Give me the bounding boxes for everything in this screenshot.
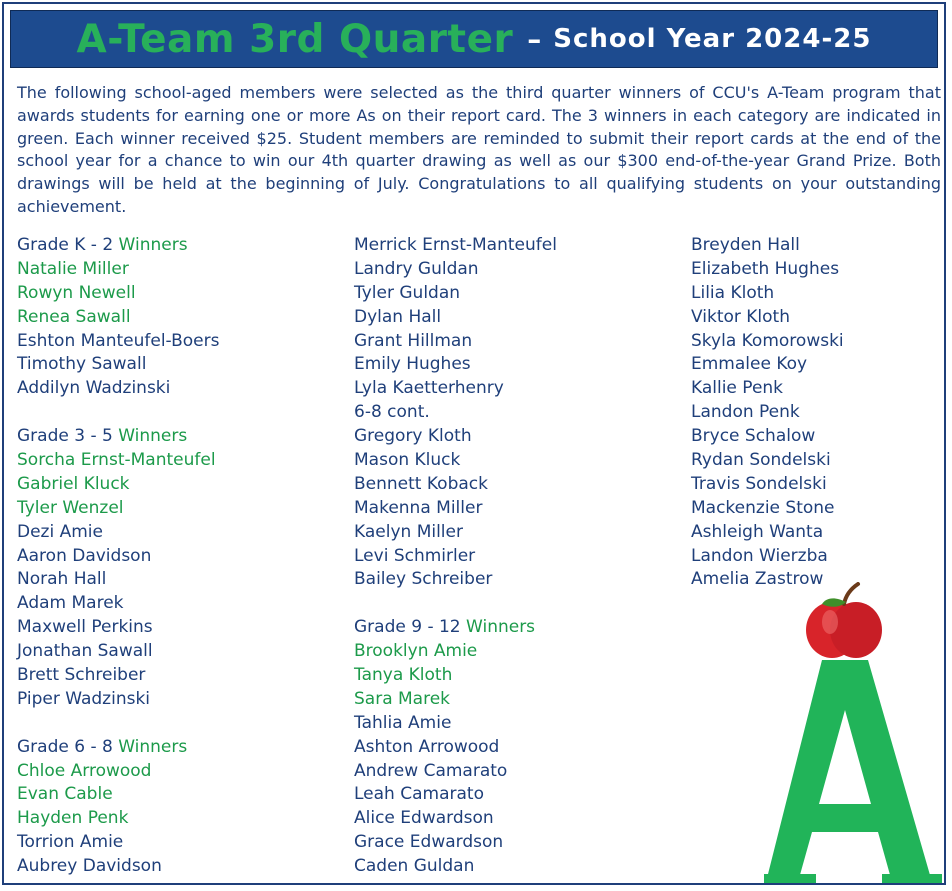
apple-a-illustration xyxy=(764,582,944,885)
section-spacer xyxy=(354,592,684,616)
page-subtitle: School Year 2024-25 xyxy=(553,24,872,54)
member-name: Ashton Arrowood xyxy=(354,736,500,757)
apple-icon xyxy=(806,584,882,658)
member-name: Landry Guldan xyxy=(354,258,479,279)
section-spacer xyxy=(17,712,347,736)
member-name: Rydan Sondelski xyxy=(691,450,831,471)
apple-a-graphic xyxy=(764,582,944,885)
member-name: Norah Hall xyxy=(17,569,107,590)
member-name: Lilia Kloth xyxy=(691,282,775,303)
grade-label: Grade K - 2 xyxy=(17,235,114,255)
names-column-1 xyxy=(17,234,347,879)
member-name: Viktor Kloth xyxy=(691,306,790,327)
member-name: Andrew Camarato xyxy=(354,760,508,781)
member-name: Mackenzie Stone xyxy=(691,497,835,518)
member-name: Alice Edwardson xyxy=(354,808,494,829)
member-name: Leah Camarato xyxy=(354,784,484,805)
intro-paragraph: The following school-aged members were selected as the third quarter winners of CCU's A-Team program that awards students for earning one or more As on their report card. The 3 winners in each category are indicated in green. Each winner received $25. Student members are reminded to submit their report cards at the end of the school year for a chance to win our 4th quarter drawing as well as our $300 end-of-the-year Grand Prize. Both drawings will be held at the beginning of July. Congratulations to all qualifying students on your outstanding achievement. xyxy=(17,83,941,216)
member-name: Bailey Schreiber xyxy=(354,569,493,590)
winners-label: Winners xyxy=(118,426,188,447)
member-name: Emmalee Koy xyxy=(691,354,808,375)
winner-name: Sorcha Ernst-Manteufel xyxy=(17,450,216,471)
member-name: Brett Schreiber xyxy=(17,665,146,686)
member-name: Emily Hughes xyxy=(354,354,471,375)
member-name: Adam Marek xyxy=(17,593,124,614)
winners-label: Winners xyxy=(118,736,188,757)
member-name: Grant Hillman xyxy=(354,330,473,351)
member-name: Gregory Kloth xyxy=(354,426,472,447)
member-name: Maxwell Perkins xyxy=(17,617,153,638)
member-name: Timothy Sawall xyxy=(17,354,147,375)
winners-label: Winners xyxy=(118,235,188,255)
winner-name: Renea Sawall xyxy=(17,306,131,327)
grade-heading xyxy=(17,736,347,760)
winner-name: Tyler Wenzel xyxy=(17,497,124,518)
member-name: Travis Sondelski xyxy=(691,473,827,494)
member-name: Tyler Guldan xyxy=(354,282,461,303)
member-name: Makenna Miller xyxy=(354,497,483,518)
flyer-frame xyxy=(2,2,946,885)
names-column-3 xyxy=(691,234,946,592)
member-name: Landon Wierzba xyxy=(691,545,828,566)
member-name: Aubrey Davidson xyxy=(17,856,162,877)
member-name: Addilyn Wadzinski xyxy=(17,378,171,399)
winner-name: Chloe Arrowood xyxy=(17,760,152,781)
names-column-2 xyxy=(354,234,684,879)
member-name: Levi Schmirler xyxy=(354,545,476,566)
grade-heading xyxy=(354,616,684,640)
grade-label: Grade 3 - 5 xyxy=(17,426,113,447)
big-letter-a xyxy=(764,660,942,885)
member-name: Dezi Amie xyxy=(17,521,103,542)
member-name: Aaron Davidson xyxy=(17,545,152,566)
grade-heading xyxy=(17,425,347,449)
member-name: Landon Penk xyxy=(691,402,800,423)
winner-name: Gabriel Kluck xyxy=(17,473,130,494)
member-name: Torrion Amie xyxy=(17,832,124,853)
member-name: Tahlia Amie xyxy=(354,712,452,733)
title-dash: – xyxy=(527,22,542,56)
grade-heading xyxy=(17,234,347,258)
member-name: Lyla Kaetterhenry xyxy=(354,378,504,399)
member-name: Breyden Hall xyxy=(691,235,800,255)
winner-name: Rowyn Newell xyxy=(17,282,136,303)
member-name: Elizabeth Hughes xyxy=(691,258,840,279)
member-name: Bryce Schalow xyxy=(691,426,816,447)
member-name: Kaelyn Miller xyxy=(354,521,463,542)
member-name: Ashleigh Wanta xyxy=(691,521,824,542)
header-banner xyxy=(10,10,938,68)
member-name: Bennett Koback xyxy=(354,473,488,494)
member-name: Jonathan Sawall xyxy=(17,641,153,662)
member-name: Mason Kluck xyxy=(354,450,461,471)
member-name: Skyla Komorowski xyxy=(691,330,844,351)
member-name: Piper Wadzinski xyxy=(17,688,151,709)
winner-name: Natalie Miller xyxy=(17,258,129,279)
winners-label: Winners xyxy=(466,617,536,638)
winner-name: Tanya Kloth xyxy=(354,665,453,686)
section-spacer xyxy=(17,401,347,425)
grade-label: Grade 9 - 12 xyxy=(354,617,461,638)
winner-name: Evan Cable xyxy=(17,784,113,805)
winner-name: Sara Marek xyxy=(354,688,451,709)
winner-name: Brooklyn Amie xyxy=(354,641,478,662)
page-title: A-Team 3rd Quarter xyxy=(76,16,514,62)
winner-name: Hayden Penk xyxy=(17,808,129,829)
member-name: 6-8 cont. xyxy=(354,402,430,423)
member-name: Dylan Hall xyxy=(354,306,442,327)
member-name: Eshton Manteufel-Boers xyxy=(17,330,220,351)
member-name: Grace Edwardson xyxy=(354,832,504,853)
grade-label: Grade 6 - 8 xyxy=(17,736,113,757)
member-name: Merrick Ernst-Manteufel xyxy=(354,235,557,255)
member-name: Amelia Zastrow xyxy=(691,569,824,590)
member-name: Kallie Penk xyxy=(691,378,784,399)
member-name: Caden Guldan xyxy=(354,856,475,877)
